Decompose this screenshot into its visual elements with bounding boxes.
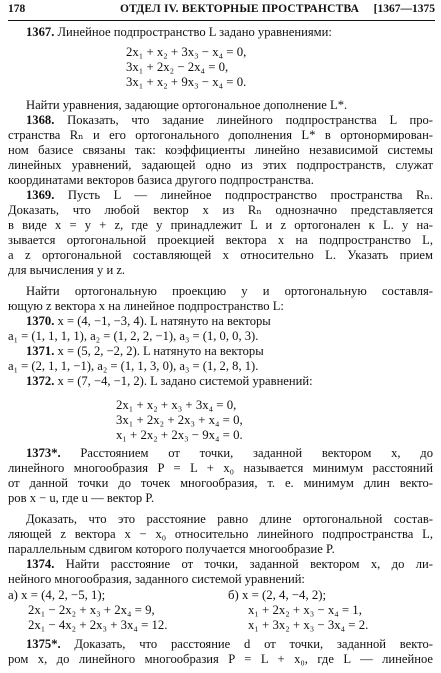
section-title: ОТДЕЛ IV. ВЕКТОРНЫЕ ПРОСТРАНСТВА <box>120 3 360 15</box>
problem-start-line <box>26 557 433 572</box>
equation-line: а) x = (4, 2, −5, 1); <box>8 588 106 602</box>
line-text: Линейное подпространство L задано уравнениями: <box>54 25 332 39</box>
problem-start-line <box>26 637 433 652</box>
text-line <box>26 284 433 299</box>
text-line <box>8 128 433 143</box>
problem-start-line <box>26 188 433 203</box>
line-text: нейного многообразия, заданного системой уравнений: <box>8 572 305 586</box>
line-text: Показать, что задание линейного подпространства L про- <box>54 113 433 127</box>
equation-line: x₁ + 3x₂ + x₃ − 3x₄ = 2. <box>248 618 369 632</box>
page-number: 178 <box>8 3 26 15</box>
text-line <box>8 203 433 218</box>
problem-number: 1370. <box>26 314 55 328</box>
line-text: в виде x = y + z, где y принадлежит L и z ортогонален к L. y на- <box>8 218 433 232</box>
text-line <box>8 491 433 506</box>
problem-number: 1373*. <box>26 446 61 460</box>
line-text: ров x − u, где u — вектор P. <box>8 491 155 505</box>
equation-line: x₁ + 2x₂ + 2x₃ − 9x₄ = 0. <box>116 428 243 442</box>
problem-number: 1374. <box>26 557 55 571</box>
equation-line: 3x₁ + 2x₂ + 2x₃ + x₄ = 0, <box>116 413 243 427</box>
line-text: Доказать, что любой вектор x из Rₙ однозначно представляется <box>8 203 433 217</box>
line-text: ном базисе связаны так: коэффициенты линейно независимой системы <box>8 143 433 157</box>
line-text: для вычисления y и z. <box>8 263 126 277</box>
line-text: параллельным сдвигом которого получается многообразие P. <box>8 542 335 556</box>
problem-number: 1368. <box>26 113 55 127</box>
problem-start-line <box>26 25 433 40</box>
text-line <box>8 218 433 233</box>
problem-start-line <box>26 446 433 461</box>
line-text: Найти ортогональную проекцию y и ортогональную составля- <box>26 284 433 298</box>
text-line <box>8 233 433 248</box>
problem-number: 1367. <box>26 25 55 39</box>
text-line <box>26 98 433 113</box>
text-line <box>8 158 433 173</box>
line-text: a₁ = (1, 1, 1, 1), a₂ = (1, 2, 2, −1), a₃ = (1, 0, 0, 3). <box>8 329 259 343</box>
line-text: линейного многообразия P = L + x₀ называется минимум расстояний <box>8 461 433 475</box>
text-line <box>8 476 433 491</box>
text-line <box>8 652 433 667</box>
line-text: зывается ортогональной проекцией вектора x на подпространство L, <box>8 233 433 247</box>
problem-number: 1375*. <box>26 637 61 651</box>
equation-line: б) x = (2, 4, −4, 2); <box>228 588 327 602</box>
text-line <box>8 527 433 542</box>
line-text: x = (5, 2, −2, 2). L натянуто на векторы <box>54 344 264 358</box>
line-text: x = (7, −4, −1, 2). L задано системой уравнений: <box>54 374 313 388</box>
line-text: странства Rₙ и его ортогонального дополнения L* в ортонормирован- <box>8 128 433 142</box>
line-text: Найти уравнения, задающие ортогональное дополнение L*. <box>26 98 348 112</box>
problem-number: 1372. <box>26 374 55 388</box>
text-line <box>8 359 433 374</box>
equation-line: x₁ + 2x₂ + x₃ − x₄ = 1, <box>248 603 362 617</box>
text-line <box>8 248 433 263</box>
problem-start-line <box>26 314 433 329</box>
system-1374-a <box>8 588 168 633</box>
equation-line: 3x₁ + 2x₂ − 2x₄ = 0, <box>126 60 229 74</box>
equation-line: 2x₁ + x₂ + 3x₃ − x₄ = 0, <box>126 45 247 59</box>
header-rule <box>8 20 435 21</box>
line-text: Найти расстояние от точки, заданной вектором x, до ли- <box>54 557 433 571</box>
system-1374-b <box>228 588 368 633</box>
line-text: а z ортогональной составляющей x относительно L. Указать прием <box>8 248 433 262</box>
line-text: от данной точки до точек многообразия, т. е. минимум длин векто- <box>8 476 433 490</box>
line-text: ющую z вектора x на линейное подпространство L: <box>8 299 284 313</box>
running-header <box>8 3 435 19</box>
text-line <box>8 299 433 314</box>
line-text: ляющей z вектора x − x₀ относительно линейного подпространства L, <box>8 527 433 541</box>
problem-start-line <box>26 344 433 359</box>
text-line <box>26 512 433 527</box>
system-1372 <box>116 398 243 443</box>
line-text: x = (4, −1, −3, 4). L натянуто на векторы <box>54 314 271 328</box>
line-text: ром x, до линейного многообразия P = L + x₀, где L — линейное <box>8 652 433 666</box>
text-line <box>8 461 433 476</box>
line-text: a₁ = (2, 1, 1, −1), a₂ = (1, 1, 3, 0), a₃ = (1, 2, 8, 1). <box>8 359 259 373</box>
problem-start-line <box>26 374 433 389</box>
equation-line: 2x₁ − 2x₂ + x₃ + 2x₄ = 9, <box>28 603 155 617</box>
text-line <box>8 542 433 557</box>
line-text: Доказать, что это расстояние равно длине ортогональной состав- <box>26 512 433 526</box>
text-line <box>8 143 433 158</box>
line-text: Пусть L — линейное подпространство пространства Rₙ. <box>54 188 433 202</box>
text-line <box>8 173 433 188</box>
text-line <box>8 263 433 278</box>
system-1367 <box>126 45 246 90</box>
line-text: Доказать, что расстояние d от точки, заданной векто- <box>60 637 433 651</box>
problem-number: 1369. <box>26 188 55 202</box>
line-text: Расстоянием от точки, заданной вектором x, до <box>60 446 433 460</box>
line-text: линейных уравнений, задающей одно из этих подпространств, служат <box>8 158 433 172</box>
equation-line: 2x₁ − 4x₂ + 2x₃ + 3x₄ = 12. <box>28 618 168 632</box>
text-line <box>8 572 433 587</box>
line-text: координатами векторов базиса другого подпространства. <box>8 173 314 187</box>
problem-start-line <box>26 113 433 128</box>
problem-number: 1371. <box>26 344 55 358</box>
equation-line: 3x₁ + x₂ + 9x₃ − x₄ = 0. <box>126 75 247 89</box>
problem-range: [1367—1375 <box>373 3 435 15</box>
equation-line: 2x₁ + x₂ + x₃ + 3x₄ = 0, <box>116 398 237 412</box>
text-line <box>8 329 433 344</box>
